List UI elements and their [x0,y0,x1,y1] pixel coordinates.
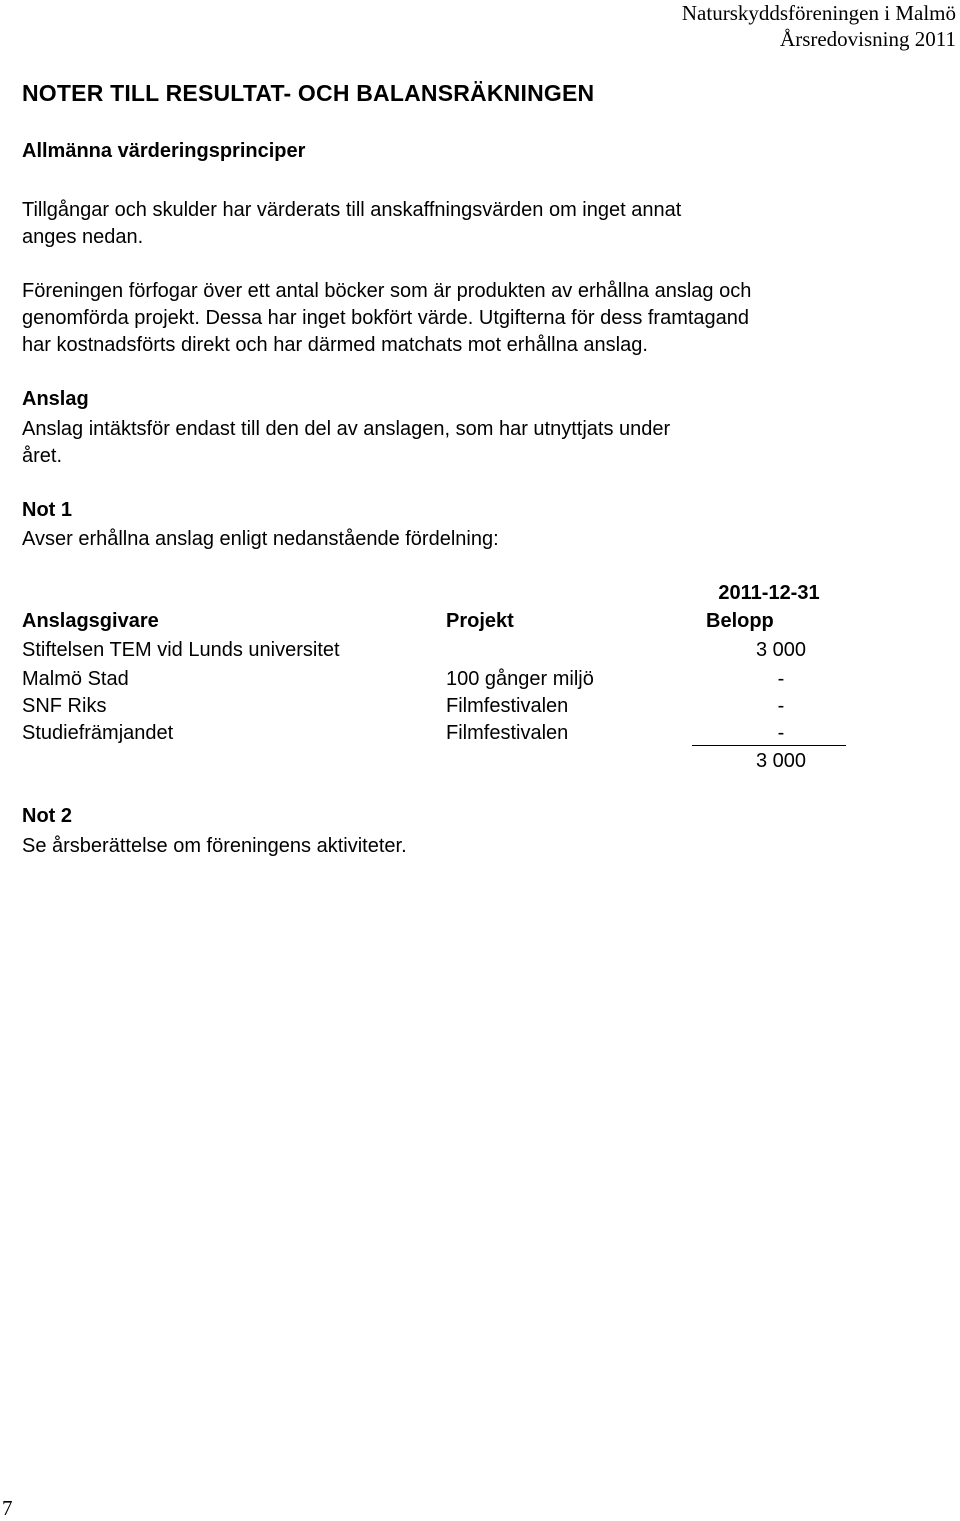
header-org: Naturskyddsföreningen i Malmö [681,1,956,25]
cell-amount: 3 000 [755,639,807,661]
text-line: har kostnadsförts direkt och har därmed matchats mot erhållna anslag. [22,334,648,356]
principles-paragraph-2 [22,278,751,359]
cell-amount: - [777,722,785,744]
text-line: året. [22,445,63,467]
page-header [682,0,956,52]
text-line: genomförda projekt. Dessa har inget bokfört värde. Utgifterna för dess framtagand [22,307,750,329]
table-date-header: 2011-12-31 [718,582,820,604]
cell-giver: SNF Riks [22,695,107,717]
principles-paragraph-1 [22,197,681,251]
column-header-project: Projekt [446,610,514,632]
not1-heading: Not 1 [22,499,72,521]
column-header-giver: Anslagsgivare [22,610,159,632]
text-line: Tillgångar och skulder har värderats till anskaffningsvärden om inget annat [22,199,682,221]
cell-amount: - [777,668,785,690]
cell-amount: - [777,695,785,717]
cell-giver: Malmö Stad [22,668,129,690]
not1-text: Avser erhållna anslag enligt nedanstående fördelning: [22,528,499,550]
cell-project: 100 gånger miljö [446,668,594,690]
text-line: anges nedan. [22,226,144,248]
anslag-heading: Anslag [22,388,89,410]
not2-heading: Not 2 [22,805,72,827]
column-header-amount: Belopp [706,610,774,632]
text-line: Föreningen förfogar över ett antal böcker som är produkten av erhållna anslag och [22,280,752,302]
cell-giver: Studiefrämjandet [22,722,174,744]
not2-text: Se årsberättelse om föreningens aktiviteter. [22,835,407,857]
page-title: NOTER TILL RESULTAT- OCH BALANSRÄKNINGEN [22,80,595,106]
sum-divider [692,745,846,746]
anslag-paragraph [22,416,670,470]
cell-giver: Stiftelsen TEM vid Lunds universitet [22,639,340,661]
principles-heading: Allmänna värderingsprinciper [22,140,306,162]
page-number: 7 [2,1496,13,1520]
cell-project: Filmfestivalen [446,695,569,717]
text-line: Anslag intäktsför endast till den del av anslagen, som har utnyttjats under [22,418,671,440]
header-report: Årsredovisning 2011 [780,27,956,51]
total-amount: 3 000 [755,750,807,772]
cell-project: Filmfestivalen [446,722,569,744]
